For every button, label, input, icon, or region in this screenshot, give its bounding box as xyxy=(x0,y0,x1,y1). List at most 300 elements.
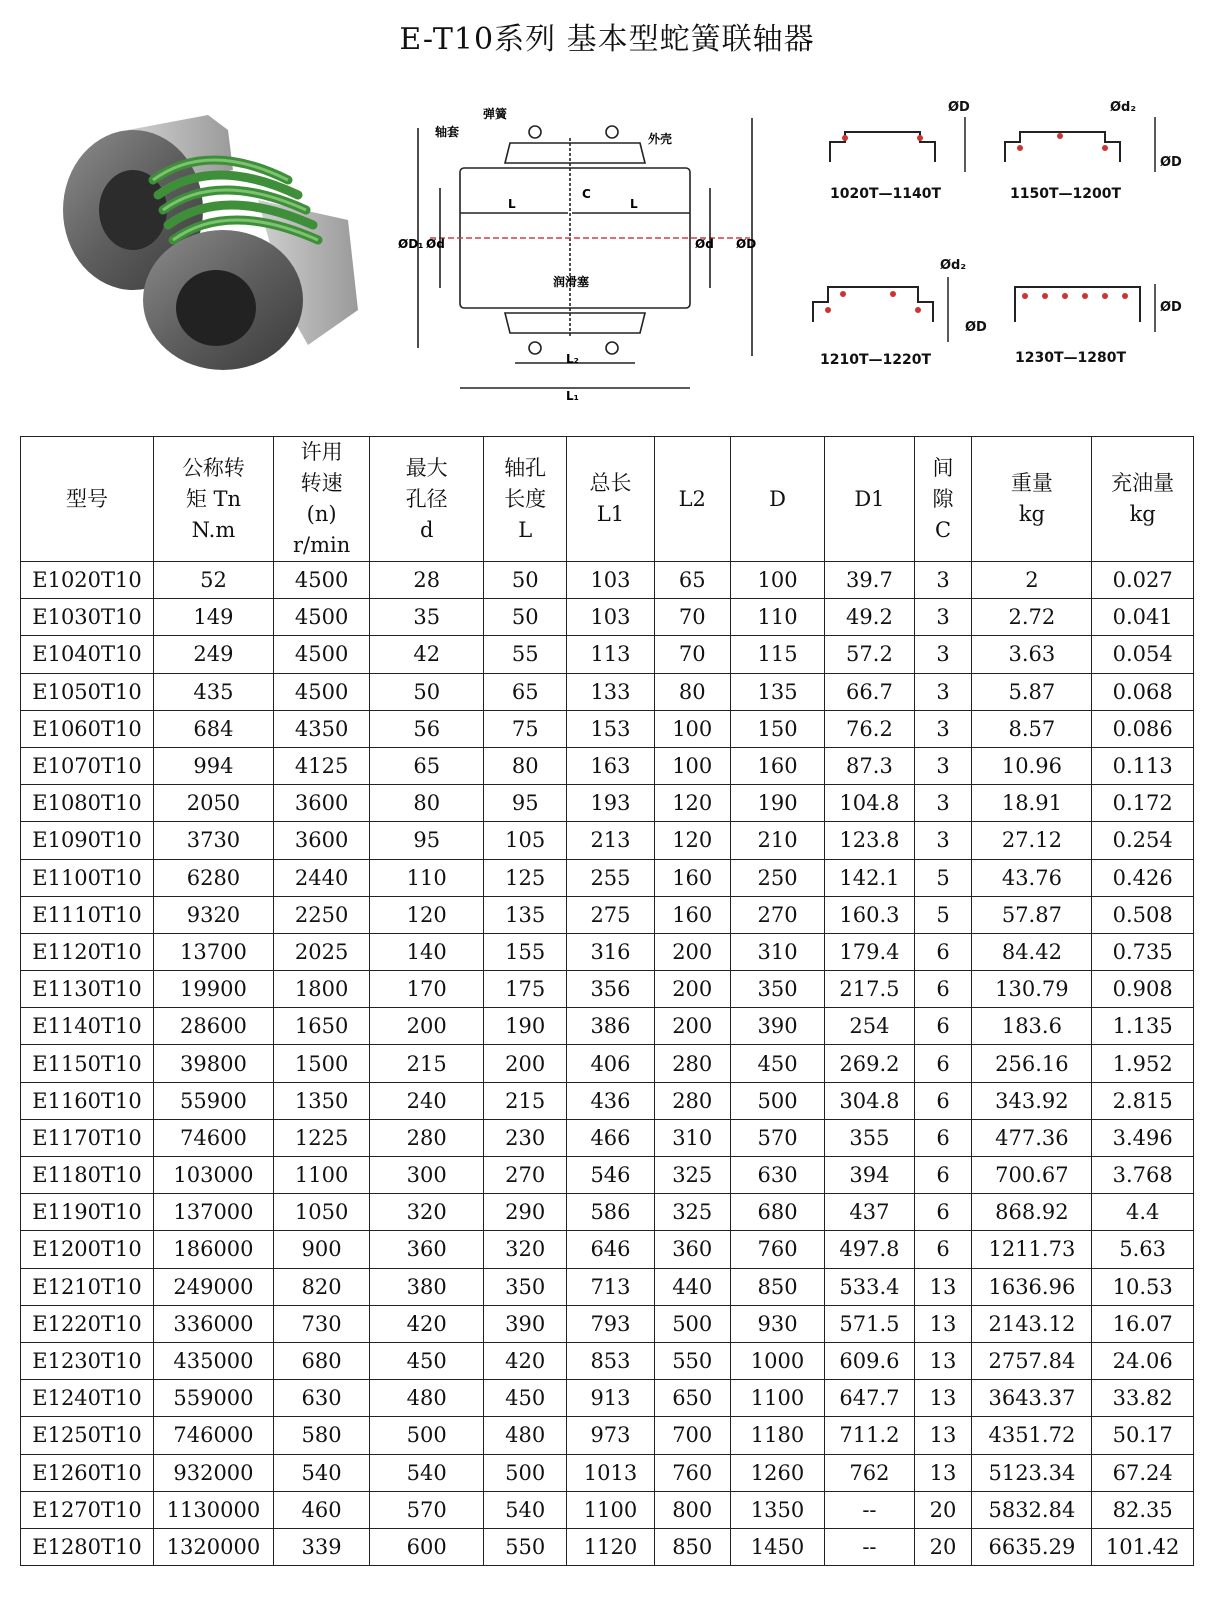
table-cell: 3600 xyxy=(273,822,369,859)
table-cell: 325 xyxy=(654,1157,730,1194)
variant-2-dim-d2: Ød₂ xyxy=(1110,100,1137,115)
table-cell: 1320000 xyxy=(154,1528,274,1565)
table-cell: 350 xyxy=(484,1268,567,1305)
table-cell: 343.92 xyxy=(972,1082,1092,1119)
table-cell: 155 xyxy=(484,933,567,970)
table-cell: 9320 xyxy=(154,896,274,933)
table-cell: 120 xyxy=(654,822,730,859)
table-cell: 500 xyxy=(654,1305,730,1342)
table-cell: 5 xyxy=(914,896,972,933)
table-cell: 6 xyxy=(914,1045,972,1082)
table-row xyxy=(21,636,1194,673)
table-cell: 50 xyxy=(484,599,567,636)
table-cell: 0.068 xyxy=(1092,673,1194,710)
table-cell: 27.12 xyxy=(972,822,1092,859)
table-cell: 853 xyxy=(567,1342,654,1379)
table-cell: 647.7 xyxy=(825,1380,914,1417)
column-header xyxy=(154,437,274,562)
table-cell: 1.135 xyxy=(1092,1008,1194,1045)
table-cell: 0.426 xyxy=(1092,859,1194,896)
table-cell: 540 xyxy=(484,1491,567,1528)
table-cell: 255 xyxy=(567,859,654,896)
table-row xyxy=(21,1045,1194,1082)
table-cell: E1250T10 xyxy=(21,1417,154,1454)
table-row xyxy=(21,1194,1194,1231)
table-cell: E1070T10 xyxy=(21,747,154,784)
column-header-line: 许用 xyxy=(300,440,343,464)
table-cell: E1160T10 xyxy=(21,1082,154,1119)
table-cell: 450 xyxy=(730,1045,824,1082)
table-cell: E1080T10 xyxy=(21,785,154,822)
table-cell: 435 xyxy=(154,673,274,710)
table-cell: 200 xyxy=(654,933,730,970)
table-cell: 160.3 xyxy=(825,896,914,933)
table-cell: 153 xyxy=(567,710,654,747)
table-cell: 110 xyxy=(730,599,824,636)
table-cell: 142.1 xyxy=(825,859,914,896)
coupling-photo xyxy=(58,110,378,380)
table-cell: 0.508 xyxy=(1092,896,1194,933)
label-L-left: L xyxy=(508,197,516,211)
table-cell: 4500 xyxy=(273,599,369,636)
table-cell: E1060T10 xyxy=(21,710,154,747)
table-cell: E1230T10 xyxy=(21,1342,154,1379)
table-cell: 450 xyxy=(484,1380,567,1417)
table-cell: 304.8 xyxy=(825,1082,914,1119)
table-cell: 230 xyxy=(484,1119,567,1156)
table-cell: 3.496 xyxy=(1092,1119,1194,1156)
column-header xyxy=(972,437,1092,562)
table-cell: 250 xyxy=(730,859,824,896)
table-cell: 163 xyxy=(567,747,654,784)
table-cell: 190 xyxy=(484,1008,567,1045)
table-cell: 533.4 xyxy=(825,1268,914,1305)
table-cell: E1220T10 xyxy=(21,1305,154,1342)
table-cell: 4500 xyxy=(273,562,369,599)
table-row xyxy=(21,1231,1194,1268)
table-cell: 913 xyxy=(567,1380,654,1417)
column-header-line: 孔径 xyxy=(405,486,448,511)
table-cell: 280 xyxy=(654,1045,730,1082)
table-cell: 1.952 xyxy=(1092,1045,1194,1082)
variant-1-dim-D: ØD xyxy=(948,100,970,115)
table-cell: 350 xyxy=(730,971,824,1008)
table-cell: 3 xyxy=(914,673,972,710)
table-cell: 0.908 xyxy=(1092,971,1194,1008)
column-header-line: L1 xyxy=(596,502,625,526)
table-cell: 800 xyxy=(654,1491,730,1528)
variant-sketch-2 xyxy=(1000,112,1170,182)
table-row xyxy=(21,1305,1194,1342)
table-row xyxy=(21,747,1194,784)
column-header xyxy=(730,437,824,562)
table-cell: 100 xyxy=(654,747,730,784)
column-header-line: C xyxy=(935,517,952,542)
variant-4-dim-D: ØD xyxy=(1160,300,1182,315)
table-cell: 39800 xyxy=(154,1045,274,1082)
table-cell: 6635.29 xyxy=(972,1528,1092,1565)
table-cell: 868.92 xyxy=(972,1194,1092,1231)
table-cell: 0.086 xyxy=(1092,710,1194,747)
table-cell: 87.3 xyxy=(825,747,914,784)
table-row xyxy=(21,562,1194,599)
table-cell: 2.815 xyxy=(1092,1082,1194,1119)
column-header-line: N.m xyxy=(191,517,236,542)
table-cell: 280 xyxy=(370,1119,484,1156)
table-cell: 609.6 xyxy=(825,1342,914,1379)
column-header-line: 长度 xyxy=(504,486,547,511)
table-cell: 6 xyxy=(914,1157,972,1194)
table-cell: 150 xyxy=(730,710,824,747)
table-cell: 3643.37 xyxy=(972,1380,1092,1417)
table-cell: 135 xyxy=(730,673,824,710)
table-cell: 160 xyxy=(730,747,824,784)
table-cell: 394 xyxy=(825,1157,914,1194)
table-cell: 310 xyxy=(654,1119,730,1156)
column-header xyxy=(654,437,730,562)
table-cell: 160 xyxy=(654,896,730,933)
table-cell: 630 xyxy=(273,1380,369,1417)
table-cell: 1100 xyxy=(273,1157,369,1194)
table-cell: 52 xyxy=(154,562,274,599)
column-header-line: 公称转 xyxy=(181,455,245,480)
table-row xyxy=(21,822,1194,859)
table-cell: E1190T10 xyxy=(21,1194,154,1231)
table-cell: E1120T10 xyxy=(21,933,154,970)
table-cell: 280 xyxy=(654,1082,730,1119)
table-cell: -- xyxy=(825,1528,914,1565)
table-row xyxy=(21,1528,1194,1565)
table-cell: E1130T10 xyxy=(21,971,154,1008)
table-cell: 175 xyxy=(484,971,567,1008)
table-cell: 435000 xyxy=(154,1342,274,1379)
table-cell: 130.79 xyxy=(972,971,1092,1008)
variant-3-dim-D: ØD xyxy=(965,320,987,335)
table-cell: 55900 xyxy=(154,1082,274,1119)
table-cell: 994 xyxy=(154,747,274,784)
table-cell: 310 xyxy=(730,933,824,970)
table-row xyxy=(21,599,1194,636)
table-cell: 700.67 xyxy=(972,1157,1092,1194)
table-cell: 300 xyxy=(370,1157,484,1194)
column-header-line: (n) xyxy=(306,502,337,526)
table-cell: 570 xyxy=(370,1491,484,1528)
table-row xyxy=(21,785,1194,822)
table-cell: 0.054 xyxy=(1092,636,1194,673)
table-cell: 390 xyxy=(730,1008,824,1045)
table-cell: 500 xyxy=(370,1417,484,1454)
table-cell: 95 xyxy=(370,822,484,859)
table-cell: 3.63 xyxy=(972,636,1092,673)
table-cell: 356 xyxy=(567,971,654,1008)
table-cell: 2143.12 xyxy=(972,1305,1092,1342)
table-cell: 1013 xyxy=(567,1454,654,1491)
table-cell: 0.172 xyxy=(1092,785,1194,822)
table-cell: 65 xyxy=(654,562,730,599)
table-cell: 4125 xyxy=(273,747,369,784)
table-cell: 570 xyxy=(730,1119,824,1156)
table-cell: 1000 xyxy=(730,1342,824,1379)
table-cell: 2440 xyxy=(273,859,369,896)
column-header-line: L2 xyxy=(678,486,706,511)
table-cell: E1090T10 xyxy=(21,822,154,859)
table-cell: 325 xyxy=(654,1194,730,1231)
table-cell: 249000 xyxy=(154,1268,274,1305)
table-cell: E1140T10 xyxy=(21,1008,154,1045)
table-cell: 3 xyxy=(914,636,972,673)
table-cell: E1170T10 xyxy=(21,1119,154,1156)
table-cell: 66.7 xyxy=(825,673,914,710)
column-header xyxy=(914,437,972,562)
table-cell: 316 xyxy=(567,933,654,970)
table-cell: 6 xyxy=(914,1119,972,1156)
table-cell: 390 xyxy=(484,1305,567,1342)
table-cell: 360 xyxy=(654,1231,730,1268)
column-header-line: r/min xyxy=(292,533,351,557)
table-cell: 140 xyxy=(370,933,484,970)
table-cell: 500 xyxy=(730,1082,824,1119)
table-cell: 386 xyxy=(567,1008,654,1045)
table-cell: E1180T10 xyxy=(21,1157,154,1194)
table-cell: E1020T10 xyxy=(21,562,154,599)
table-cell: 101.42 xyxy=(1092,1528,1194,1565)
table-cell: 100 xyxy=(654,710,730,747)
table-cell: 930 xyxy=(730,1305,824,1342)
column-header xyxy=(567,437,654,562)
table-cell: 113 xyxy=(567,636,654,673)
table-cell: 650 xyxy=(654,1380,730,1417)
table-cell: 275 xyxy=(567,896,654,933)
table-cell: 215 xyxy=(484,1082,567,1119)
table-row xyxy=(21,1119,1194,1156)
table-cell: 0.113 xyxy=(1092,747,1194,784)
table-row xyxy=(21,1342,1194,1379)
table-cell: 1636.96 xyxy=(972,1268,1092,1305)
table-cell: 1180 xyxy=(730,1417,824,1454)
table-cell: 74600 xyxy=(154,1119,274,1156)
table-cell: E1240T10 xyxy=(21,1380,154,1417)
table-cell: E1110T10 xyxy=(21,896,154,933)
table-cell: 850 xyxy=(654,1528,730,1565)
table-cell: 6 xyxy=(914,1008,972,1045)
table-cell: 190 xyxy=(730,785,824,822)
label-plug: 润滑塞 xyxy=(553,275,590,289)
table-cell: 57.2 xyxy=(825,636,914,673)
table-cell: 200 xyxy=(654,971,730,1008)
table-cell: 55 xyxy=(484,636,567,673)
table-cell: 179.4 xyxy=(825,933,914,970)
table-cell: 1225 xyxy=(273,1119,369,1156)
table-cell: 339 xyxy=(273,1528,369,1565)
table-cell: 35 xyxy=(370,599,484,636)
table-cell: 3600 xyxy=(273,785,369,822)
table-cell: 6 xyxy=(914,1082,972,1119)
table-cell: 270 xyxy=(484,1157,567,1194)
table-cell: 16.07 xyxy=(1092,1305,1194,1342)
table-cell: 680 xyxy=(730,1194,824,1231)
variant-sketch-4 xyxy=(1010,282,1170,342)
column-header xyxy=(370,437,484,562)
table-cell: E1040T10 xyxy=(21,636,154,673)
table-cell: 793 xyxy=(567,1305,654,1342)
table-cell: 120 xyxy=(370,896,484,933)
table-cell: E1270T10 xyxy=(21,1491,154,1528)
table-cell: 820 xyxy=(273,1268,369,1305)
table-cell: 270 xyxy=(730,896,824,933)
table-cell: 850 xyxy=(730,1268,824,1305)
table-cell: 1800 xyxy=(273,971,369,1008)
table-cell: 680 xyxy=(273,1342,369,1379)
column-header-line: kg xyxy=(1129,502,1156,526)
table-cell: 200 xyxy=(370,1008,484,1045)
table-cell: 49.2 xyxy=(825,599,914,636)
table-cell: 3 xyxy=(914,785,972,822)
column-header-line: 间 xyxy=(932,455,954,480)
table-body xyxy=(21,562,1194,1566)
label-L-right: L xyxy=(630,197,638,211)
table-cell: 4.4 xyxy=(1092,1194,1194,1231)
label-D: ØD xyxy=(736,237,757,251)
label-sleeve: 轴套 xyxy=(435,125,460,139)
column-header-line: d xyxy=(419,517,434,542)
table-cell: 700 xyxy=(654,1417,730,1454)
table-cell: 103 xyxy=(567,599,654,636)
table-cell: 65 xyxy=(370,747,484,784)
variant-label-2: 1150T—1200T xyxy=(1010,186,1122,202)
table-cell: 200 xyxy=(484,1045,567,1082)
table-row xyxy=(21,971,1194,1008)
table-cell: 760 xyxy=(654,1454,730,1491)
table-row xyxy=(21,1454,1194,1491)
table-cell: 1130000 xyxy=(154,1491,274,1528)
table-cell: 254 xyxy=(825,1008,914,1045)
table-row xyxy=(21,1417,1194,1454)
table-cell: E1280T10 xyxy=(21,1528,154,1565)
column-header xyxy=(273,437,369,562)
table-cell: 437 xyxy=(825,1194,914,1231)
table-cell: 1211.73 xyxy=(972,1231,1092,1268)
table-cell: 1500 xyxy=(273,1045,369,1082)
table-cell: 360 xyxy=(370,1231,484,1268)
table-cell: 730 xyxy=(273,1305,369,1342)
table-cell: 290 xyxy=(484,1194,567,1231)
table-cell: 186000 xyxy=(154,1231,274,1268)
table-cell: 20 xyxy=(914,1528,972,1565)
table-cell: 50 xyxy=(484,562,567,599)
table-cell: 900 xyxy=(273,1231,369,1268)
table-cell: 2.72 xyxy=(972,599,1092,636)
table-cell: 10.53 xyxy=(1092,1268,1194,1305)
table-cell: 546 xyxy=(567,1157,654,1194)
table-cell: 249 xyxy=(154,636,274,673)
table-cell: 746000 xyxy=(154,1417,274,1454)
table-cell: 320 xyxy=(370,1194,484,1231)
table-cell: 540 xyxy=(370,1454,484,1491)
table-cell: 336000 xyxy=(154,1305,274,1342)
table-row xyxy=(21,1268,1194,1305)
table-cell: 500 xyxy=(484,1454,567,1491)
table-cell: 4500 xyxy=(273,673,369,710)
table-cell: 110 xyxy=(370,859,484,896)
table-row xyxy=(21,859,1194,896)
table-cell: 13 xyxy=(914,1454,972,1491)
table-cell: 684 xyxy=(154,710,274,747)
table-cell: 3 xyxy=(914,562,972,599)
table-cell: 466 xyxy=(567,1119,654,1156)
table-cell: 0.254 xyxy=(1092,822,1194,859)
table-cell: 215 xyxy=(370,1045,484,1082)
table-cell: E1210T10 xyxy=(21,1268,154,1305)
table-cell: 67.24 xyxy=(1092,1454,1194,1491)
table-cell: 4351.72 xyxy=(972,1417,1092,1454)
table-cell: 932000 xyxy=(154,1454,274,1491)
table-cell: E1100T10 xyxy=(21,859,154,896)
table-cell: 5.63 xyxy=(1092,1231,1194,1268)
column-header-line: 型号 xyxy=(66,486,109,511)
table-cell: 480 xyxy=(484,1417,567,1454)
variant-3-dim-d2: Ød₂ xyxy=(940,258,967,273)
table-cell: 103 xyxy=(567,562,654,599)
column-header-line: D1 xyxy=(854,486,885,511)
table-cell: 760 xyxy=(730,1231,824,1268)
table-cell: 13 xyxy=(914,1342,972,1379)
column-header-line: L xyxy=(518,517,533,542)
label-L1: L₁ xyxy=(566,389,579,403)
table-cell: 4350 xyxy=(273,710,369,747)
table-cell: 571.5 xyxy=(825,1305,914,1342)
table-cell: 440 xyxy=(654,1268,730,1305)
table-cell: 123.8 xyxy=(825,822,914,859)
table-cell: 33.82 xyxy=(1092,1380,1194,1417)
table-cell: E1030T10 xyxy=(21,599,154,636)
table-cell: 2025 xyxy=(273,933,369,970)
column-header xyxy=(484,437,567,562)
table-cell: 28 xyxy=(370,562,484,599)
table-cell: 269.2 xyxy=(825,1045,914,1082)
table-cell: 183.6 xyxy=(972,1008,1092,1045)
table-cell: 2250 xyxy=(273,896,369,933)
table-cell: 480 xyxy=(370,1380,484,1417)
table-cell: 170 xyxy=(370,971,484,1008)
table-cell: 5832.84 xyxy=(972,1491,1092,1528)
label-spring: 弹簧 xyxy=(483,107,508,121)
table-cell: 1260 xyxy=(730,1454,824,1491)
table-cell: 6 xyxy=(914,971,972,1008)
table-cell: 6 xyxy=(914,1194,972,1231)
table-cell: 5 xyxy=(914,859,972,896)
table-cell: E1150T10 xyxy=(21,1045,154,1082)
label-shell: 外壳 xyxy=(648,132,673,146)
table-header-row xyxy=(21,437,1194,562)
table-cell: 20 xyxy=(914,1491,972,1528)
column-header-line: 轴孔 xyxy=(504,455,547,480)
table-cell: 320 xyxy=(484,1231,567,1268)
table-cell: 762 xyxy=(825,1454,914,1491)
table-cell: 13700 xyxy=(154,933,274,970)
table-cell: 80 xyxy=(654,673,730,710)
column-header-line: 充油量 xyxy=(1111,471,1175,495)
variant-2-dim-D: ØD xyxy=(1160,155,1182,170)
column-header xyxy=(825,437,914,562)
table-row xyxy=(21,896,1194,933)
table-cell: 70 xyxy=(654,599,730,636)
table-cell: 450 xyxy=(370,1342,484,1379)
label-L2: L₂ xyxy=(566,352,579,366)
table-cell: 6 xyxy=(914,933,972,970)
table-cell: 3 xyxy=(914,747,972,784)
table-cell: 380 xyxy=(370,1268,484,1305)
table-cell: 646 xyxy=(567,1231,654,1268)
